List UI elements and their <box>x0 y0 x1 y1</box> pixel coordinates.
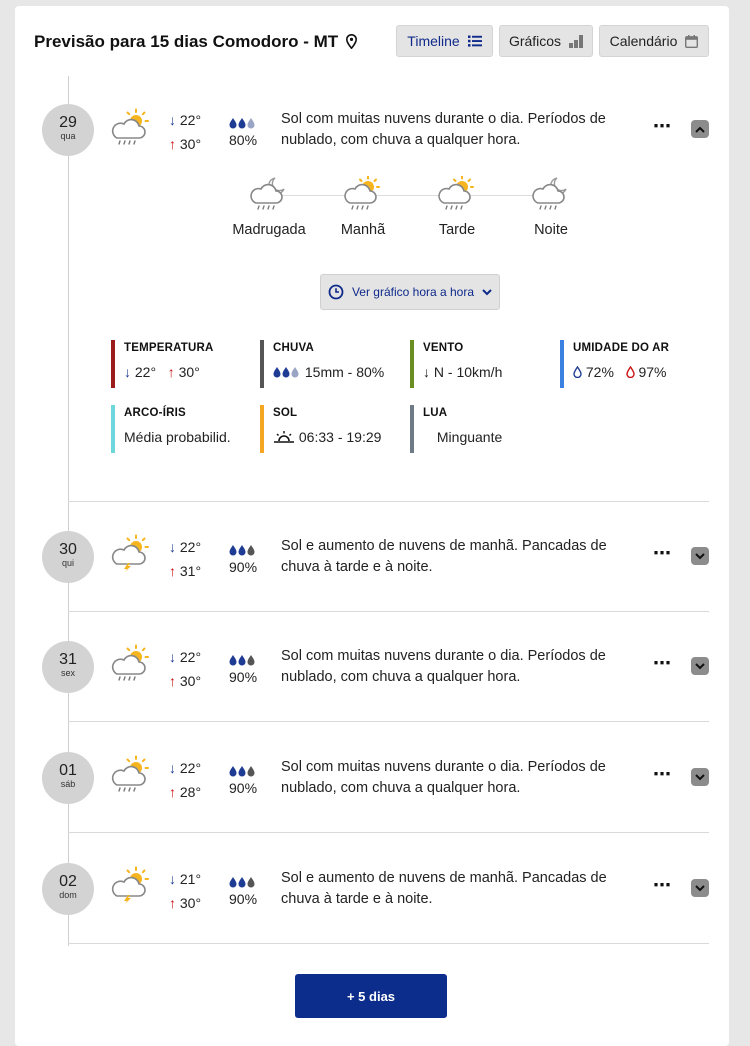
period-madrugada: Madrugada <box>224 176 314 238</box>
waning-moon-icon <box>423 431 433 443</box>
moon-cloud-rain-icon <box>530 176 572 212</box>
chevron-down-icon <box>695 553 705 560</box>
date-circle: 01 sáb <box>42 752 94 804</box>
sun-info: SOL 06:33 - 19:29 <box>260 405 381 453</box>
rain-drops-icon <box>229 114 257 132</box>
date-circle: 29 qua <box>42 104 94 156</box>
temperature-range: ↓ 22° ↑ 30° <box>169 649 202 689</box>
forecast-description: Sol com muitas nuvens durante o dia. Períodos de nublado, com chuva a qualquer hora. <box>281 648 606 685</box>
expand-button[interactable] <box>691 768 709 786</box>
clock-icon <box>328 284 344 300</box>
date-circle: 02 dom <box>42 863 94 915</box>
temperature-range: ↓ 21° ↑ 30° <box>169 871 202 911</box>
chevron-up-icon <box>695 126 705 133</box>
day-row <box>15 834 729 944</box>
arrow-down-icon: ↓ <box>169 112 176 128</box>
period-tarde: Tarde <box>412 176 502 238</box>
rainbow-info: ARCO-ÍRIS Média probabilid. <box>111 405 231 453</box>
sun-cloud-rain-icon <box>342 176 384 212</box>
expand-button[interactable] <box>691 879 709 897</box>
wind-info: VENTO ↓ N - 10km/h <box>410 340 502 388</box>
forecast-card <box>15 6 729 1046</box>
day-row <box>15 502 729 612</box>
partly-cloudy-storm-icon <box>108 866 152 904</box>
rain-drops-icon <box>229 873 257 891</box>
row-divider <box>68 721 709 722</box>
more-options-icon[interactable]: ⋯ <box>653 116 672 136</box>
arrow-down-icon: ↓ <box>169 539 176 555</box>
arrow-down-icon: ↓ <box>124 364 131 380</box>
drop-max-icon <box>626 366 635 378</box>
rain-chance: 90% <box>229 541 257 575</box>
hourly-chart-button[interactable]: Ver gráfico hora a hora <box>320 274 500 310</box>
more-options-icon[interactable]: ⋯ <box>653 875 672 895</box>
expand-button[interactable] <box>691 657 709 675</box>
temperature-range: ↓ 22° ↑ 30° <box>169 112 202 152</box>
period-noite: Noite <box>506 176 596 238</box>
moon-cloud-rain-icon <box>248 176 290 212</box>
forecast-header <box>15 6 729 76</box>
rain-chance: 90% <box>229 651 257 685</box>
chevron-down-icon <box>695 885 705 892</box>
rain-drops-icon <box>229 651 257 669</box>
temperature-range: ↓ 22° ↑ 31° <box>169 539 202 579</box>
day-row <box>15 612 729 722</box>
more-options-icon[interactable]: ⋯ <box>653 543 672 563</box>
more-days-button[interactable]: + 5 dias <box>295 974 447 1018</box>
arrow-down-icon: ↓ <box>169 871 176 887</box>
calendario-button[interactable]: Calendário <box>599 25 709 57</box>
date-circle: 30 qui <box>42 531 94 583</box>
temperature-info: TEMPERATURA ↓ 22° ↑ 30° <box>111 340 214 388</box>
day-row <box>15 723 729 833</box>
location-pin-icon <box>346 34 357 49</box>
rain-drops-icon <box>273 366 301 378</box>
sun-cloud-rain-icon <box>436 176 478 212</box>
rain-info: CHUVA 15mm - 80% <box>260 340 384 388</box>
expand-button[interactable] <box>691 547 709 565</box>
arrow-up-icon: ↑ <box>169 136 176 152</box>
arrow-down-icon: ↓ <box>169 649 176 665</box>
period-manha: Manhã <box>318 176 408 238</box>
calendar-icon <box>685 35 698 48</box>
partly-cloudy-rain-icon <box>108 108 152 146</box>
wind-direction-icon: ↓ <box>423 364 430 380</box>
timeline-button[interactable]: Timeline <box>396 25 493 57</box>
date-circle: 31 sex <box>42 641 94 693</box>
humidity-info: UMIDADE DO AR 72% 97% <box>560 340 669 388</box>
arrow-up-icon: ↑ <box>169 895 176 911</box>
arrow-up-icon: ↑ <box>169 784 176 800</box>
partly-cloudy-rain-icon <box>108 644 152 682</box>
forecast-description: Sol e aumento de nuvens de manhã. Pancadas de chuva à tarde e à noite. <box>281 538 607 575</box>
list-icon <box>468 35 482 47</box>
row-divider <box>68 832 709 833</box>
partly-cloudy-rain-icon <box>108 755 152 793</box>
graficos-button[interactable]: Gráficos <box>499 25 593 57</box>
drop-min-icon <box>573 366 582 378</box>
rain-chance: 90% <box>229 762 257 796</box>
more-options-icon[interactable]: ⋯ <box>653 653 672 673</box>
page-title: Previsão para 15 dias Comodoro - MT <box>34 32 357 52</box>
bar-chart-icon <box>569 35 583 48</box>
day-row <box>15 86 729 502</box>
arrow-down-icon: ↓ <box>169 760 176 776</box>
chevron-down-icon <box>695 774 705 781</box>
partly-cloudy-storm-icon <box>108 534 152 572</box>
arrow-up-icon: ↑ <box>169 563 176 579</box>
forecast-description: Sol e aumento de nuvens de manhã. Pancadas de chuva à tarde e à noite. <box>281 870 607 907</box>
row-divider <box>68 943 709 944</box>
collapse-button[interactable] <box>691 120 709 138</box>
rain-drops-icon <box>229 762 257 780</box>
arrow-up-icon: ↑ <box>167 364 175 380</box>
moon-info: LUA Minguante <box>410 405 502 453</box>
sunrise-icon <box>273 431 295 443</box>
temperature-range: ↓ 22° ↑ 28° <box>169 760 202 800</box>
forecast-description: Sol com muitas nuvens durante o dia. Períodos de nublado, com chuva a qualquer hora. <box>281 111 606 148</box>
rain-drops-icon <box>229 541 257 559</box>
rain-chance: 80% <box>229 114 257 148</box>
chevron-down-icon <box>695 663 705 670</box>
arrow-up-icon: ↑ <box>169 673 176 689</box>
more-options-icon[interactable]: ⋯ <box>653 764 672 784</box>
forecast-description: Sol com muitas nuvens durante o dia. Períodos de nublado, com chuva a qualquer hora. <box>281 759 606 796</box>
rain-chance: 90% <box>229 873 257 907</box>
chevron-down-icon <box>482 289 492 296</box>
